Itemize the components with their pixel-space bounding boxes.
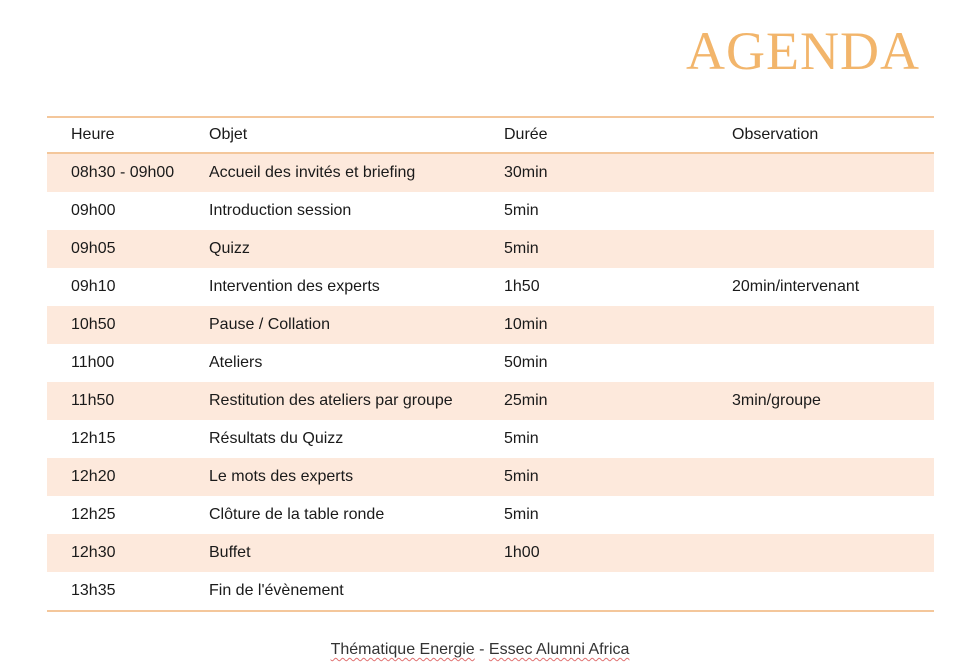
footer-organization: Essec Alumni Africa [488,641,630,658]
cell-heure: 12h20 [71,468,116,485]
agenda-table [47,116,934,612]
cell-duree: 30min [504,164,548,181]
cell-objet: Résultats du Quizz [209,430,344,447]
cell-heure: 13h35 [71,582,116,599]
cell-objet: Buffet [209,544,251,561]
cell-objet: Restitution des ateliers par groupe [209,392,453,409]
table-row [47,192,934,230]
cell-heure: 12h30 [71,544,116,561]
header-objet: Objet [209,126,248,143]
table-row [47,534,934,572]
cell-heure: 12h15 [71,430,116,447]
cell-objet: Introduction session [209,202,352,219]
table-body [47,154,934,610]
footer-theme: Thématique Energie [330,641,475,658]
table-row [47,268,934,306]
cell-objet: Clôture de la table ronde [209,506,385,523]
cell-objet: Intervention des experts [209,278,380,295]
cell-observation: 3min/groupe [732,392,821,409]
cell-heure: 12h25 [71,506,116,523]
header-observation: Observation [732,126,819,143]
cell-duree: 1h50 [504,278,540,295]
cell-objet: Accueil des invités et briefing [209,164,416,181]
cell-duree: 5min [504,430,539,447]
table-row [47,344,934,382]
cell-heure: 09h05 [71,240,116,257]
cell-objet: Pause / Collation [209,316,330,333]
table-header-row [47,118,934,154]
cell-duree: 1h00 [504,544,540,561]
cell-objet: Fin de l'évènement [209,582,344,599]
cell-objet: Quizz [209,240,250,257]
cell-duree: 5min [504,468,539,485]
cell-heure: 11h50 [71,392,115,409]
cell-observation: 20min/intervenant [732,278,860,295]
table-row [47,496,934,534]
table-row [47,458,934,496]
cell-duree: 10min [504,316,548,333]
cell-heure: 08h30 - 09h00 [71,164,175,181]
cell-objet: Le mots des experts [209,468,354,485]
page-title: AGENDA [686,21,920,81]
cell-heure: 11h00 [71,354,115,371]
cell-duree: 25min [504,392,548,409]
table-row [47,382,934,420]
cell-heure: 09h10 [71,278,116,295]
cell-duree: 5min [504,240,539,257]
cell-duree: 50min [504,354,548,371]
cell-duree: 5min [504,506,539,523]
footer-separator: - [474,641,489,658]
cell-duree: 5min [504,202,539,219]
header-duree: Durée [504,126,548,143]
footer-caption [0,641,960,659]
cell-objet: Ateliers [209,354,263,371]
table-row [47,154,934,192]
table-row [47,420,934,458]
header-heure: Heure [71,126,115,143]
table-row [47,306,934,344]
cell-heure: 09h00 [71,202,116,219]
cell-heure: 10h50 [71,316,116,333]
table-row [47,230,934,268]
table-row [47,572,934,610]
